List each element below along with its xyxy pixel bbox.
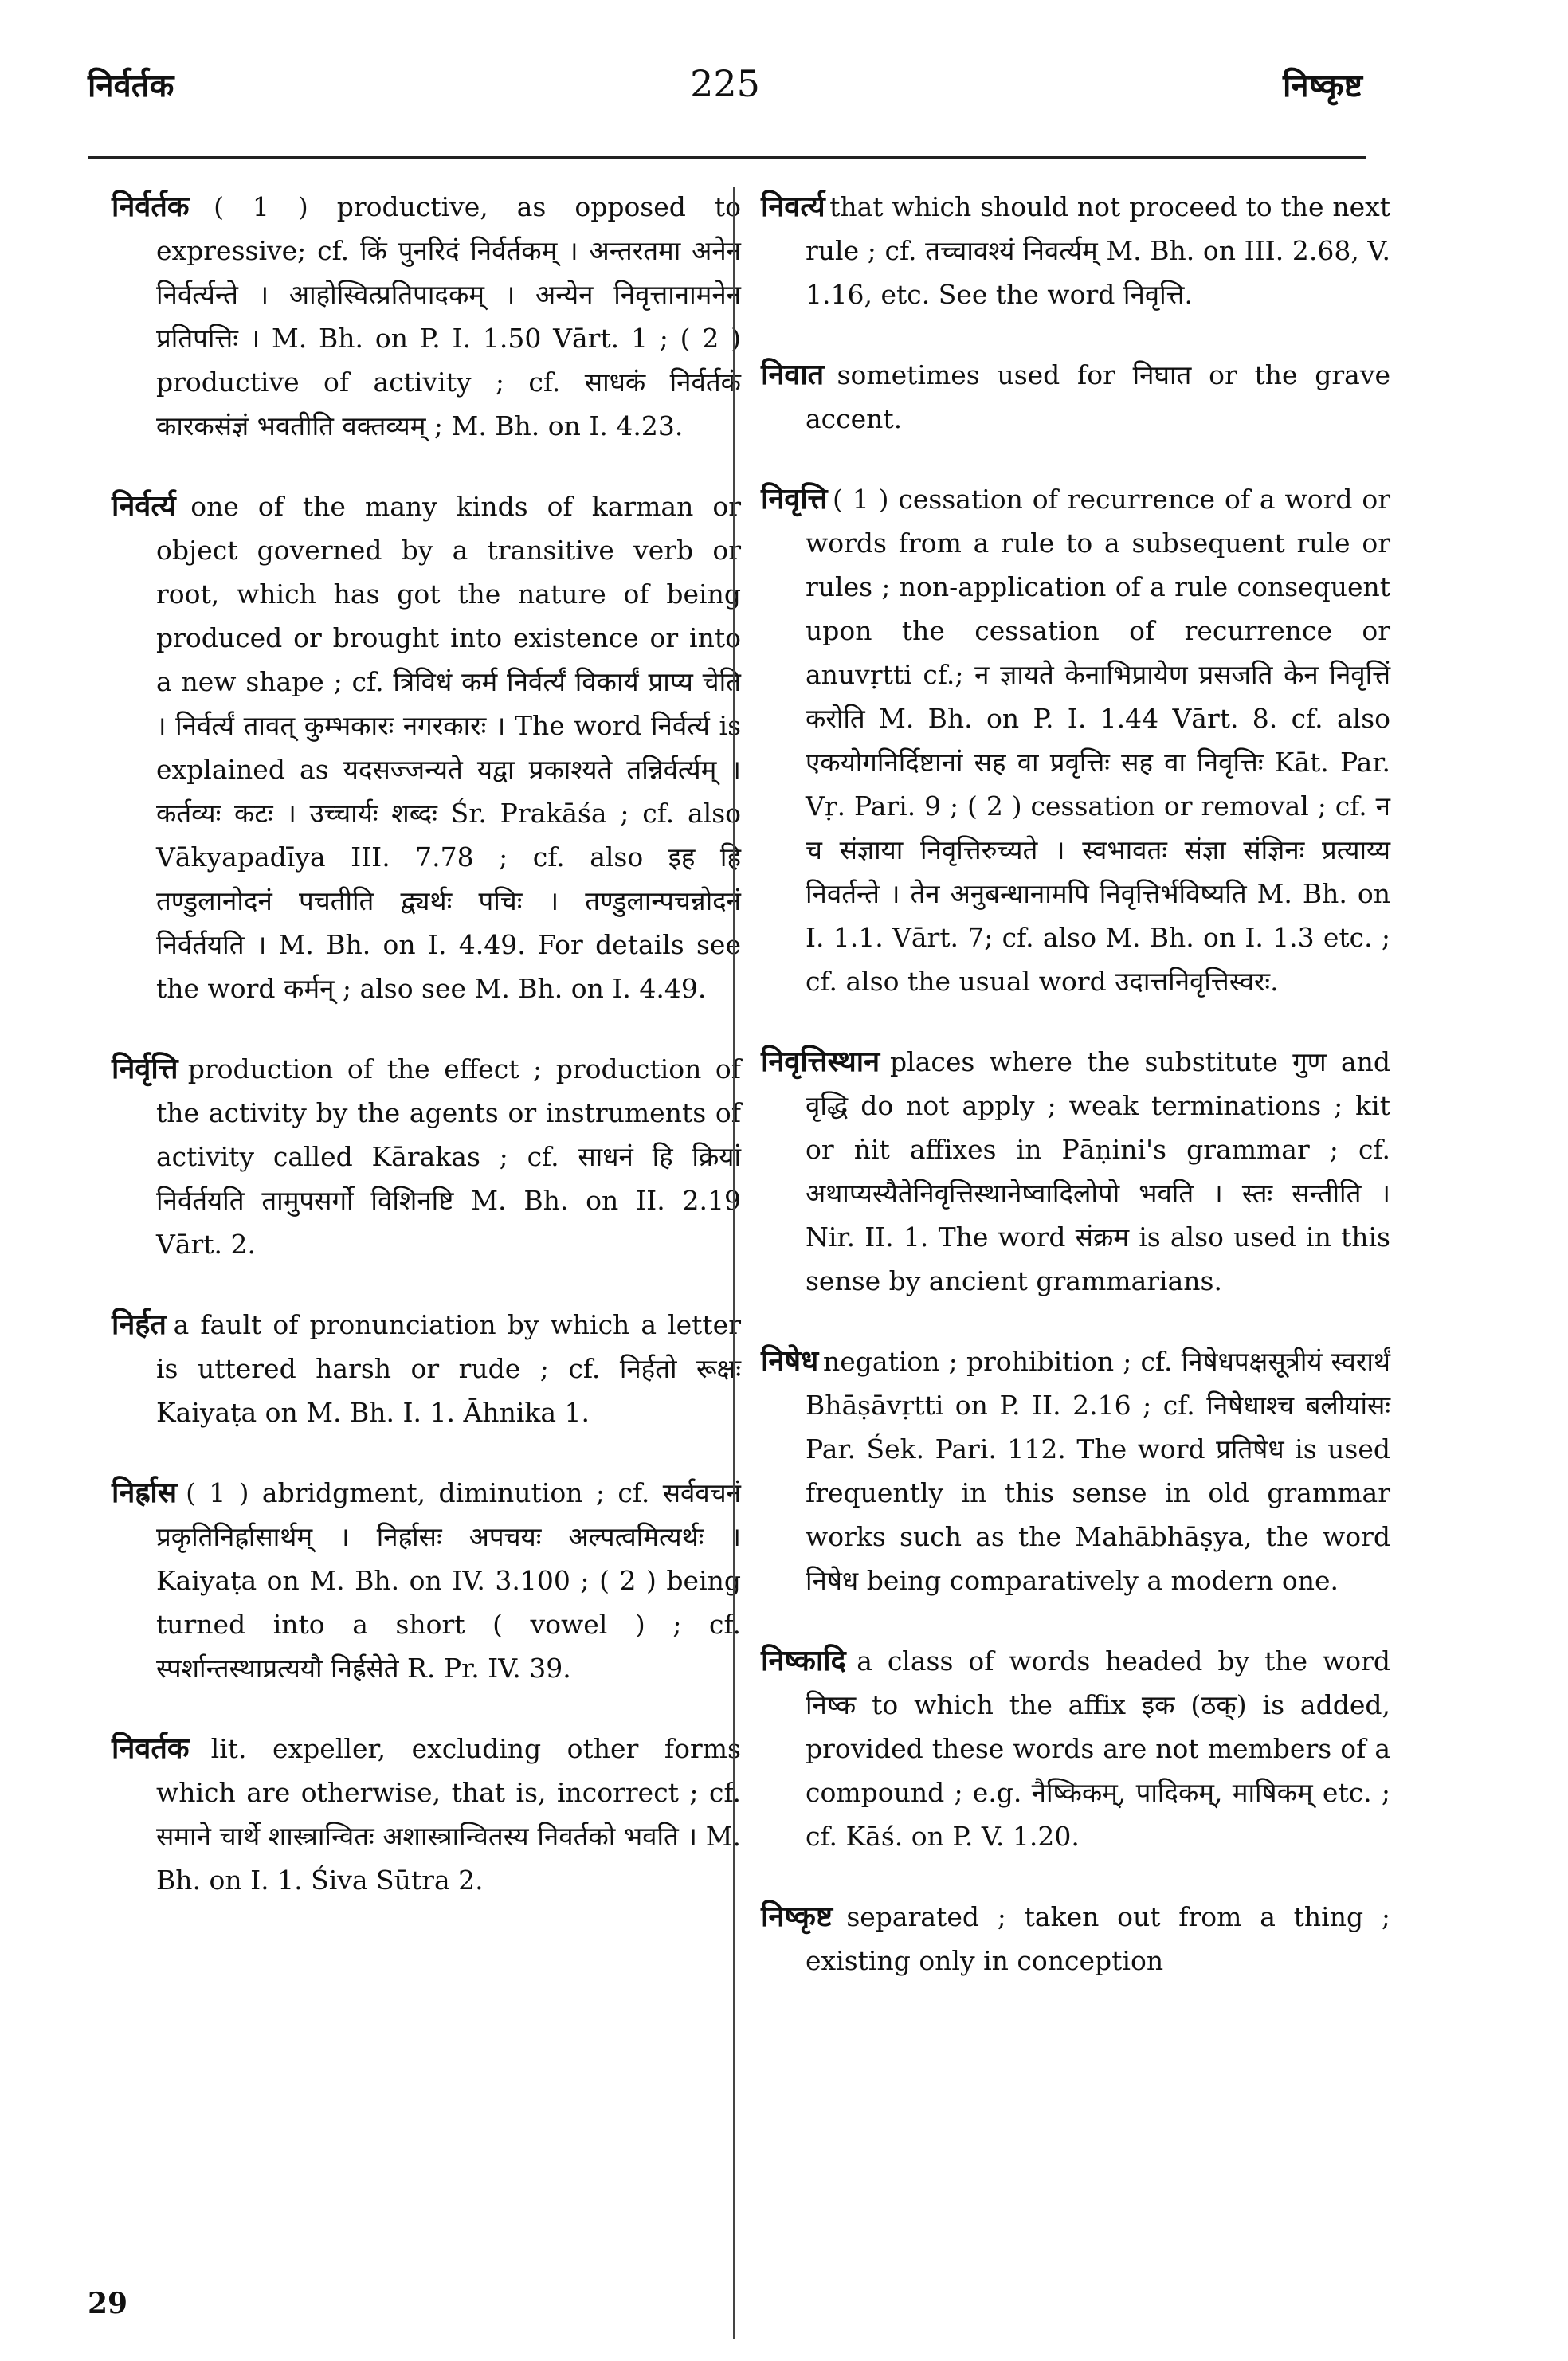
definition: one of the many kinds of karman or object governed by a transitive verb or root, which has got the nature of being produced or brought into existence or into a new shape ; cf. त्रिविधं कर्म निर्वर्त्यं विकार्यं प्राप्य चेति । निर्वर्त्यं तावत् कुम्भकारः नगरकारः । The word निर्वर्त्य is explained as यदसज्जन्यते यद्वा प्रकाश्यते तन्निर्वर्त्यम् । कर्तव्यः कटः । उच्चार्यः शब्दः Śr. Prakāśa ; cf. also Vākyapadīya III. 7.78 ; cf. also इह हि तण्डुलानोदनं पचतीति द्व्यर्थः पचिः । तण्डुलान्पचन्नोदनं निर्वर्तयति । M. Bh. on I. 4.49. For details see the word कर्मन् ; also see M. Bh. on I. 4.49. — [156, 491, 741, 1004]
dictionary-entry — [761, 1895, 1390, 1983]
dictionary-entry — [112, 1047, 741, 1266]
header-left-guideword: निर्वर्तक — [88, 67, 174, 104]
headword: निवृत्ति — [761, 482, 828, 516]
dictionary-entry — [761, 185, 1390, 316]
dictionary-entry — [761, 1040, 1390, 1303]
definition: separated ; taken out from a thing ; existing only in conception — [806, 1901, 1390, 1976]
definition: production of the effect ; production of the activity by the agents or instruments of activity called Kārakas ; cf. साधनं हि क्रियां निर्वर्तयति तामुपसर्गो विशिनष्टि M. Bh. on II. 2.19 Vārt. 2. — [156, 1053, 742, 1260]
definition: lit. expeller, excluding other forms which are otherwise, that is, incorrect ; cf. समाने चार्थे शास्त्रान्वितः अशास्त्रान्वितस्य निवर्तको भवति । M. Bh. on I. 1. Śiva Sūtra 2. — [156, 1733, 741, 1896]
headword: निर्वर्तक — [112, 190, 190, 223]
headword: निर्वृत्ति — [112, 1052, 178, 1085]
headword: निर्वर्त्य — [112, 489, 176, 523]
definition: sometimes used for निघात or the grave accent. — [806, 359, 1390, 434]
dictionary-entry — [761, 1639, 1390, 1858]
headword: निष्कादि — [761, 1644, 846, 1677]
dictionary-entry — [761, 353, 1390, 441]
headword: निवात — [761, 358, 825, 391]
dictionary-entry — [761, 1339, 1390, 1602]
dictionary-entry — [112, 1471, 741, 1690]
headword: निषेध — [761, 1344, 819, 1378]
page-header — [88, 62, 1362, 126]
signature-mark: 29 — [88, 2287, 128, 2320]
definition: places where the substitute गुण and वृद्धि do not apply ; weak terminations ; kit or ṅit affixes in Pāṇini's grammar ; cf. अथाप्यस्यैतेनिवृत्तिस्थानेष्वादिलोपो भवति । स्तः सन्तीति । Nir. II. 1. The word संक्रम is also used in this sense by ancient grammarians. — [806, 1046, 1390, 1296]
dictionary-entry — [112, 1303, 741, 1434]
page-number: 225 — [690, 62, 760, 105]
dictionary-entry — [112, 484, 741, 1010]
right-column — [761, 185, 1390, 2019]
definition: ( 1 ) productive, as opposed to expressive; cf. किं पुनरिदं निर्वर्तकम् । अन्तरतमा अनेन निर्वर्त्यन्ते । आहोस्वित्प्रतिपादकम् । अन्येन निवृत्तानामनेन प्रतिपत्तिः । M. Bh. on P. I. 1.50 Vārt. 1 ; ( 2 ) productive of activity ; cf. साधकं निर्वर्तकं कारकसंज्ञं भवतीति वक्तव्यम् ; M. Bh. on I. 4.23. — [156, 191, 741, 441]
definition: that which should not proceed to the next rule ; cf. तच्चावश्यं निवर्त्यम् M. Bh. on III. 2.68, V. 1.16, etc. See the word निवृत्ति. — [806, 191, 1390, 310]
definition: ( 1 ) abridgment, diminution ; cf. सर्ववचनं प्रकृतिनिर्ह्रासार्थम् । निर्ह्रासः अपचयः अल्पत्वमित्यर्थः । Kaiyaṭa on M. Bh. on IV. 3.100 ; ( 2 ) being turned into a short ( vowel ) ; cf. स्पर्शान्तस्थाप्रत्ययौ निर्ह्रसेते R. Pr. IV. 39. — [156, 1477, 741, 1684]
headword: निर्हत — [112, 1308, 167, 1341]
definition: negation ; prohibition ; cf. निषेधपक्षसूत्रीयं स्वरार्थं Bhāṣāvṛtti on P. II. 2.16 ; cf. निषेधाश्च बलीयांसः Par. Śek. Pari. 112. The word प्रतिषेध is used frequently in this sense in old grammar works such as the Mahābhāṣya, the word निषेध being comparatively a modern one. — [806, 1346, 1390, 1596]
definition: a fault of pronunciation by which a letter is uttered harsh or rude ; cf. निर्हतो रूक्षः Kaiyaṭa on M. Bh. I. 1. Āhnika 1. — [156, 1309, 741, 1428]
headword: निर्ह्रास — [112, 1476, 178, 1509]
dictionary-entry — [112, 1727, 741, 1902]
column-divider — [733, 187, 735, 2339]
dictionary-entry — [112, 185, 741, 448]
definition: ( 1 ) cessation of recurrence of a word or words from a rule to a subsequent rule or rules ; non-application of a rule consequent upon the cessation of recurrence or anuvṛtti cf.; न ज्ञायते केनाभिप्रायेण प्रसजति केन निवृत्तिं करोति M. Bh. on P. I. 1.44 Vārt. 8. cf. also एकयोगनिर्दिष्टानां सह वा प्रवृत्तिः सह वा निवृत्तिः Kāt. Par. Vṛ. Pari. 9 ; ( 2 ) cessation or removal ; cf. न च संज्ञाया निवृत्तिरुच्यते । स्वभावतः संज्ञा संज्ञिनः प्रत्याय्य निवर्तन्ते । तेन अनुबन्धानामपि निवृत्तिर्भविष्यति M. Bh. on I. 1.1. Vārt. 7; cf. also M. Bh. on I. 1.3 etc. ; cf. also the usual word उदात्तनिवृत्तिस्वरः. — [806, 484, 1390, 997]
header-rule — [88, 156, 1366, 159]
headword: निवर्तक — [112, 1732, 190, 1765]
headword: निवृत्तिस्थान — [761, 1045, 880, 1078]
headword: निवर्त्य — [761, 190, 825, 223]
headword: निष्कृष्ट — [761, 1900, 833, 1933]
dictionary-entry — [761, 477, 1390, 1003]
header-right-guideword: निष्कृष्ट — [1283, 67, 1362, 104]
definition: a class of words headed by the word निष्क to which the affix इक (ठक्) is added, provided these words are not members of a compound ; e.g. नैष्किकम्, पादिकम्, माषिकम् etc. ; cf. Kāś. on P. V. 1.20. — [806, 1645, 1390, 1852]
left-column — [112, 185, 741, 1939]
